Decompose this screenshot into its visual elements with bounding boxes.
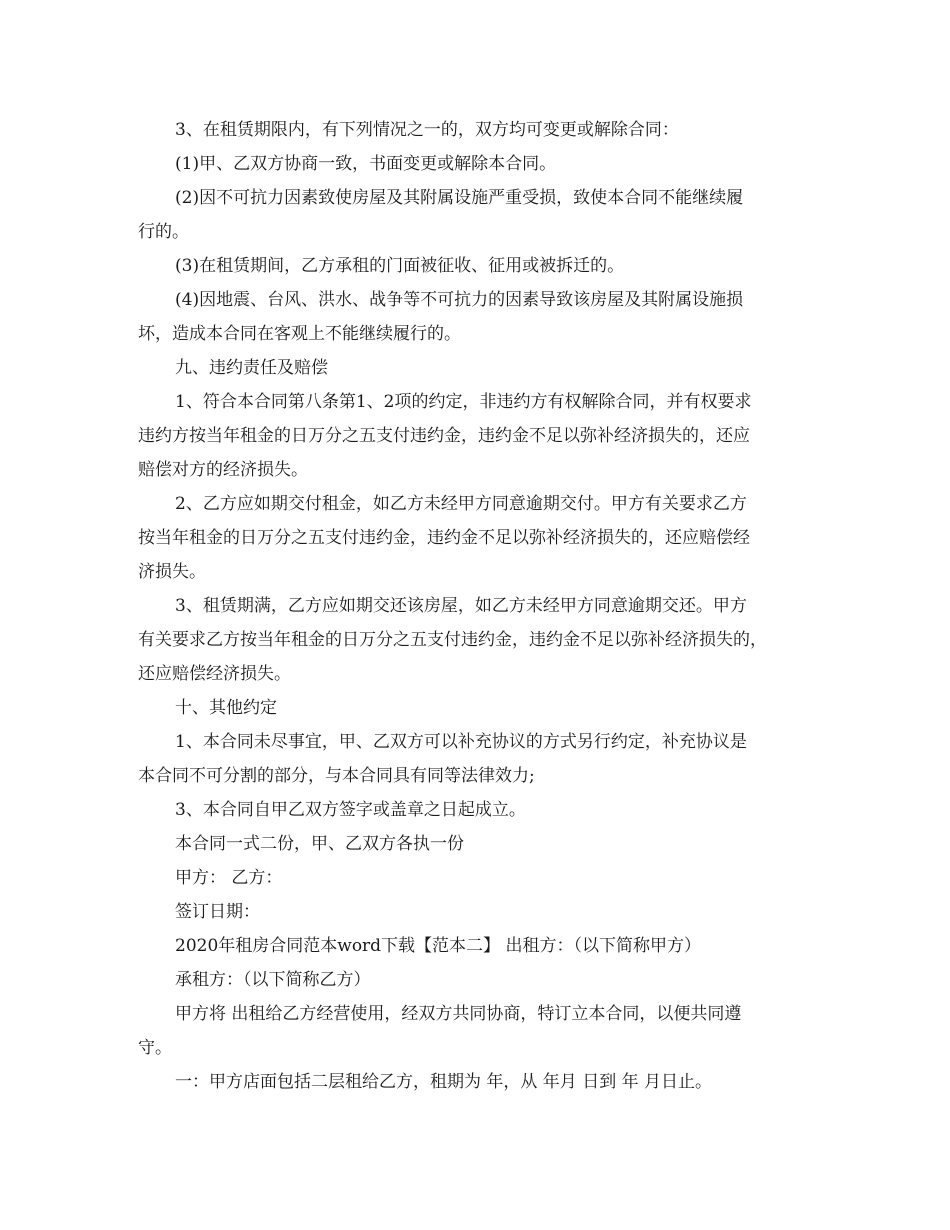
signing-date: 签订日期： (175, 902, 260, 922)
template-two-heading: 2020年租房合同范本word下载【范本二】 出租方：（以下简称甲方） (175, 936, 701, 956)
clause-9-2-cont-1: 按当年租金的日万分之五支付违约金，违约金不足以弥补经济损失的，还应赔偿经 (138, 528, 750, 548)
clause-9-2-cont-2: 济损失。 (138, 562, 206, 582)
clause-8-3-item-2: (2)因不可抗力因素致使房屋及其附属设施严重受损，致使本合同不能继续履 (175, 188, 744, 208)
clause-8-3: 3、在租赁期限内，有下列情况之一的，双方均可变更或解除合同： (175, 120, 679, 140)
clause-8-3-item-4-cont: 坏，造成本合同在客观上不能继续履行的。 (138, 324, 461, 344)
lessee-line: 承租方：（以下简称乙方） (175, 970, 371, 990)
clause-8-3-item-1: (1)甲、乙双方协商一致，书面变更或解除本合同。 (175, 154, 557, 174)
clause-one: 一：甲方店面包括二层租给乙方，租期为 年，从 年月 日到 年 月日止。 (175, 1072, 713, 1092)
clause-9-1: 1、符合本合同第八条第1、2项的约定，非违约方有权解除合同，并有权要求 (175, 392, 752, 412)
clause-10-1-cont: 本合同不可分割的部分，与本合同具有同等法律效力; (138, 766, 535, 786)
preamble-cont: 守。 (138, 1038, 172, 1058)
signature-parties: 甲方： 乙方： (175, 868, 283, 888)
clause-9-1-cont-1: 违约方按当年租金的日万分之五支付违约金，违约金不足以弥补经济损失的，还应 (138, 426, 750, 446)
clause-9-3-cont-2: 还应赔偿经济损失。 (138, 664, 291, 684)
clause-10-3: 3、本合同自甲乙双方签字或盖章之日起成立。 (175, 800, 526, 820)
clause-9-3: 3、租赁期满，乙方应如期交还该房屋，如乙方未经甲方同意逾期交还。甲方 (175, 596, 747, 616)
copies-statement: 本合同一式二份，甲、乙双方各执一份 (175, 834, 464, 854)
section-heading-9: 九、违约责任及赔偿 (175, 358, 328, 378)
clause-9-1-cont-2: 赔偿对方的经济损失。 (138, 460, 308, 480)
clause-8-3-item-3: (3)在租赁期间，乙方承租的门面被征收、征用或被拆迁的。 (175, 256, 625, 276)
clause-8-3-item-4: (4)因地震、台风、洪水、战争等不可抗力的因素导致该房屋及其附属设施损 (175, 290, 744, 310)
preamble: 甲方将 出租给乙方经营使用，经双方共同协商，特订立本合同，以便共同遵 (175, 1004, 742, 1024)
clause-10-1: 1、本合同未尽事宜，甲、乙双方可以补充协议的方式另行约定，补充协议是 (175, 732, 747, 752)
section-heading-10: 十、其他约定 (175, 698, 277, 718)
clause-9-3-cont-1: 有关要求乙方按当年租金的日万分之五支付违约金，违约金不足以弥补经济损失的， (138, 630, 767, 650)
clause-8-3-item-2-cont: 行的。 (138, 222, 189, 242)
clause-9-2: 2、乙方应如期交付租金，如乙方未经甲方同意逾期交付。甲方有关要求乙方 (175, 494, 747, 514)
